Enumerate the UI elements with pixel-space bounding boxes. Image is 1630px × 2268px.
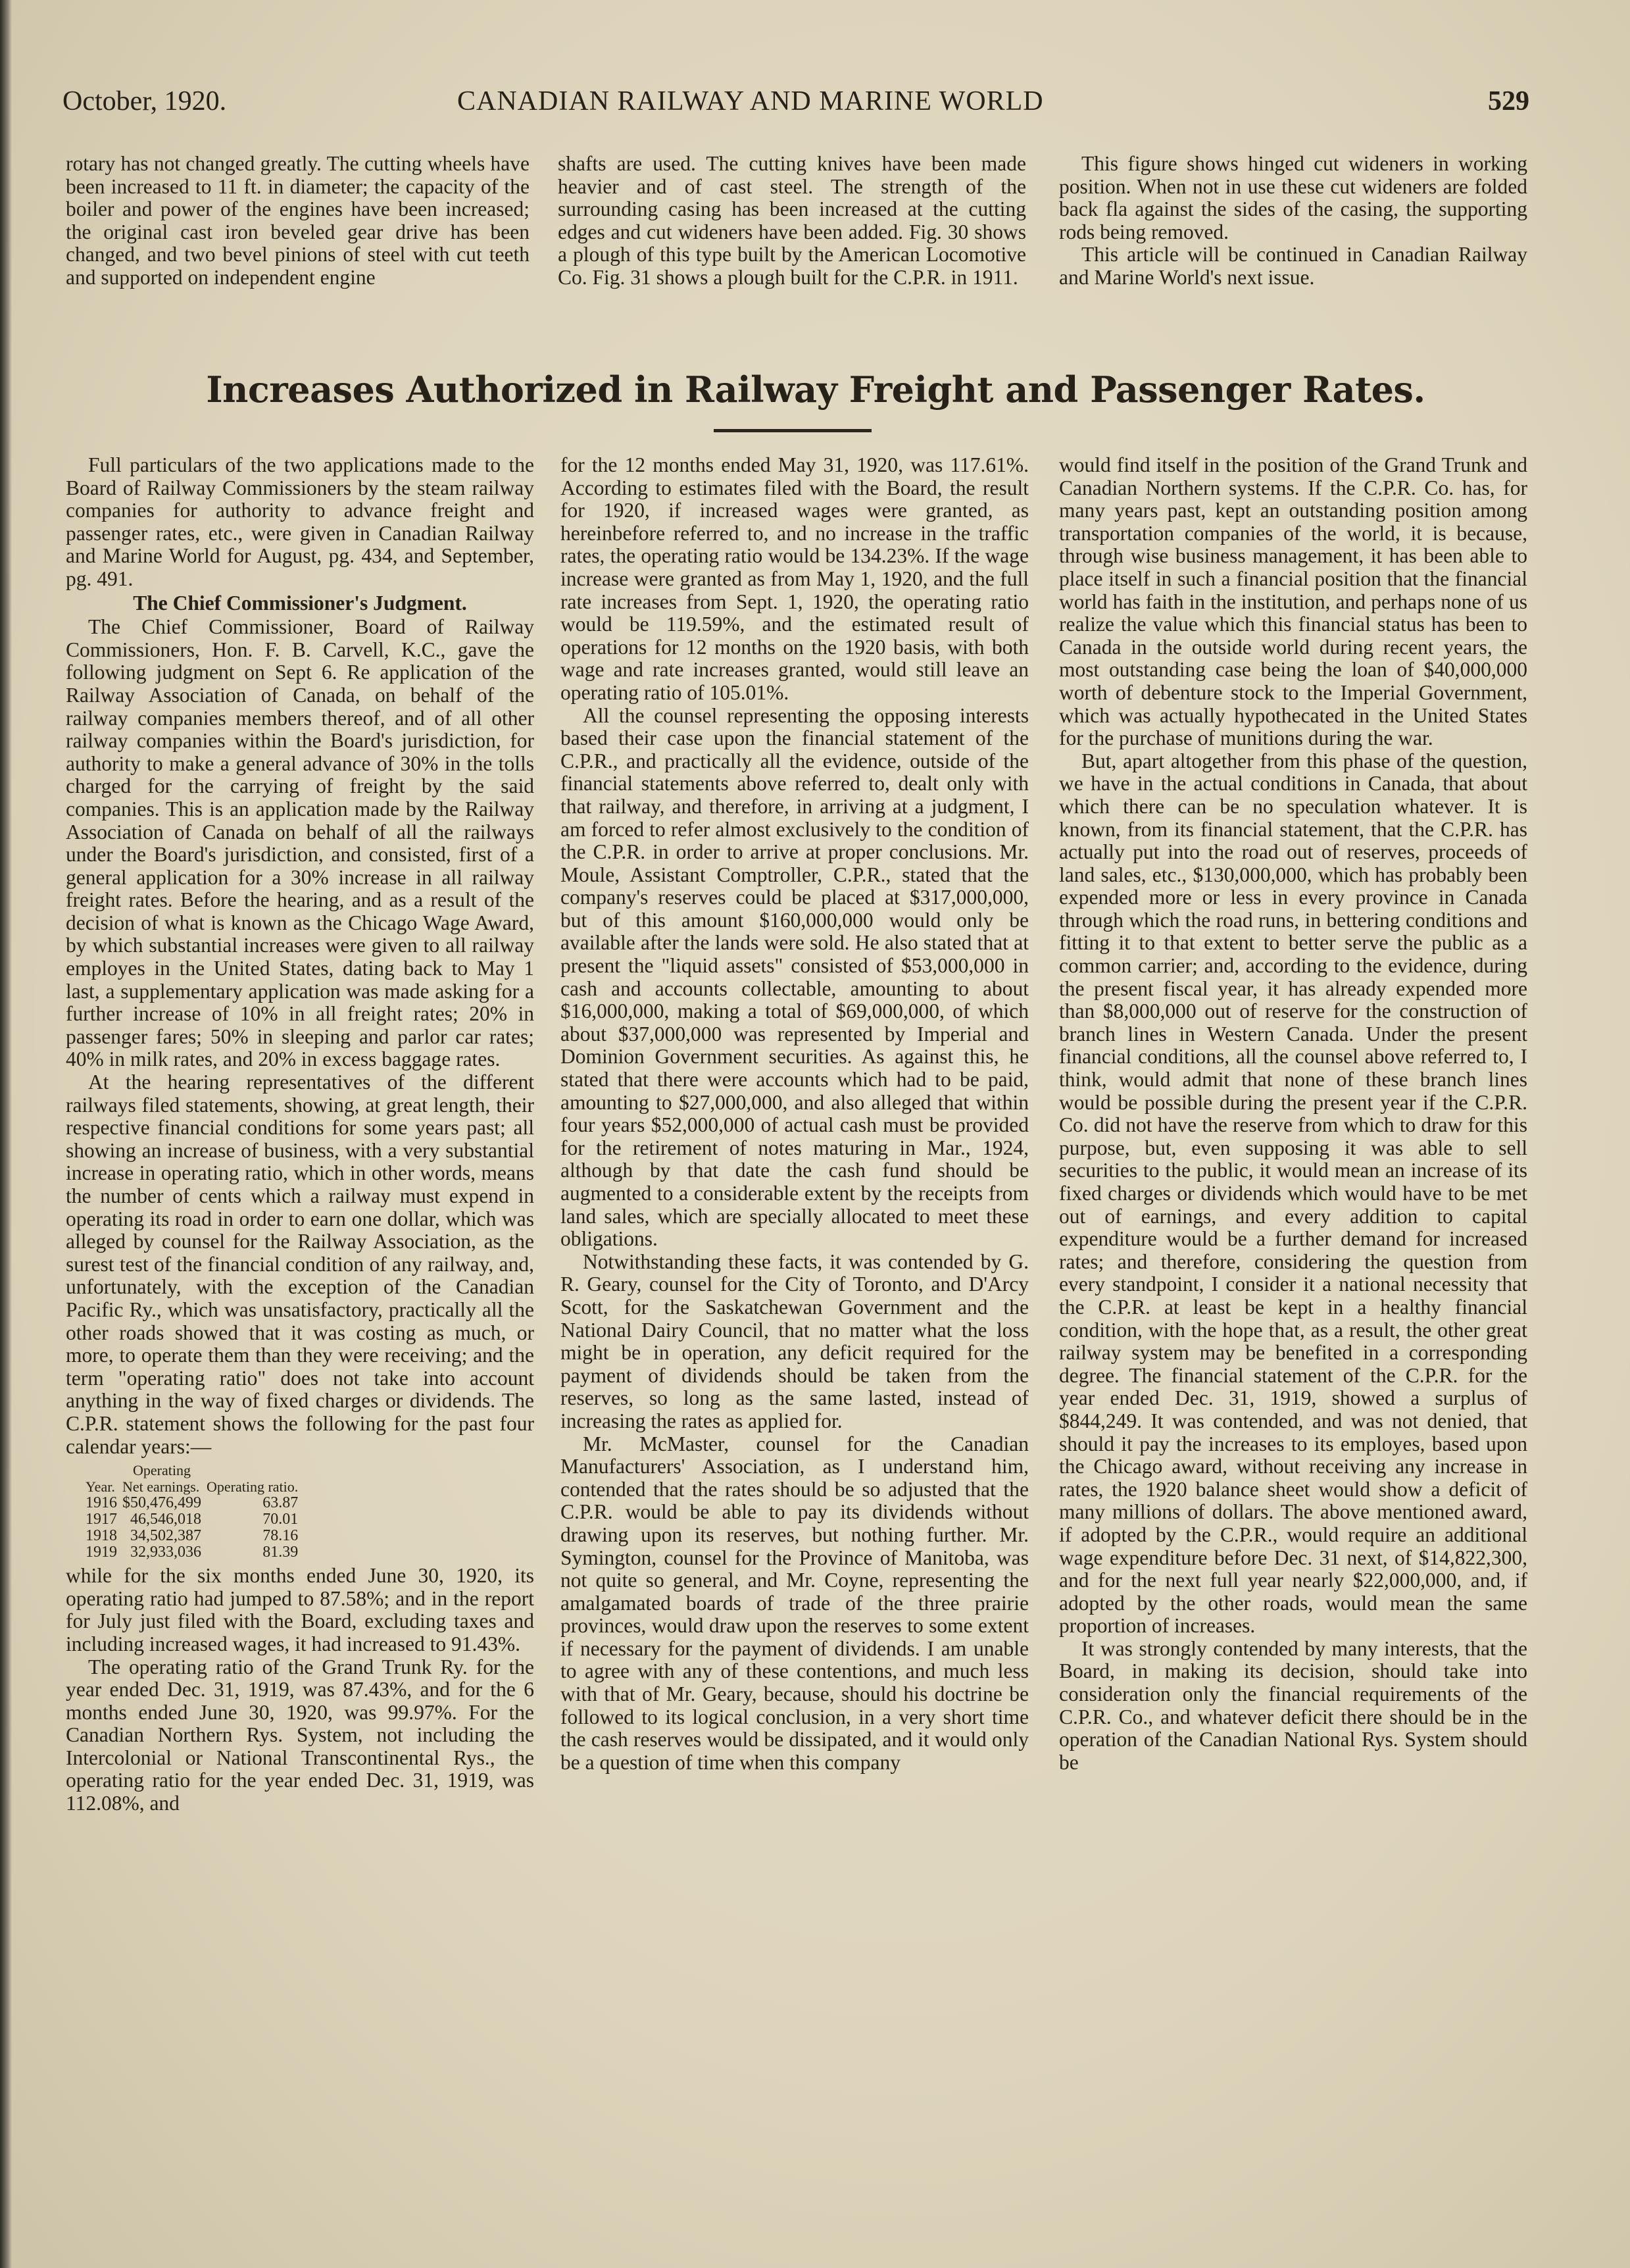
header-date: October, 1920. xyxy=(62,86,227,116)
table-header xyxy=(86,1478,303,1495)
top-column-1 xyxy=(66,153,530,290)
col3-para-1: would find itself in the position of the Grand Trunk and Canadian Northern systems. If the C.P.R. Co. has, for many years past, kept an outstanding position among transportation companies of the world, it is because, through wise business management, it has been able to place itself in such a financial position that the financial world has faith in the institution, and perhaps none of us realize the value which this financial status has been to Canada in the outside world during recent years, the most outstanding case being the loan of $40,000,000 worth of debenture stock to the Imperial Government, which was actually hypothecated in the United States for the purchase of munitions during the war. xyxy=(1059,453,1527,750)
judgment-para-3: while for the six months ended June 30, 1920, its operating ratio had jumped to 87.58%; and in the report for July just filed with the Board, excluding taxes and including increased wages, it had increased to 91.43%. xyxy=(66,1564,534,1655)
cell-year: 1917 xyxy=(86,1511,117,1528)
col2-para-2: All the counsel representing the opposing interests based their case upon the financial statement of the C.P.R., and practically all the evidence, outside of the financial statements above referred to, dealt only with that railway, and therefore, in arriving at a judgment, I am forced to refer almost exclusively to the condition of the C.P.R. in order to arrive at proper conclusions. Mr. Moule, Assistant Comptroller, C.P.R., stated that the company's reserves could be placed at $317,000,000, but of this amount $160,000,000 would only be available after the lands were sold. He also stated that at present the "liquid assets" consisted of $53,000,000 in cash and accounts collectable, amounting to about $16,000,000, making a total of $69,000,000, of which about $37,000,000 was represented by Imperial and Dominion Government securities. As against this, he stated that there were accounts which had to be paid, amounting to $27,000,000, and also alleged that within four years $52,000,000 of actual cash must be provided for the retirement of notes maturing in Mar., 1924, although by that date the cash fund should be augmented to a considerable extent by the receipts from land sales, which are specially allocated to meet these obligations. xyxy=(560,703,1029,1251)
col3-para-2: But, apart altogether from this phase of the question, we have in the actual conditions in Canada, that about which there can be no speculation whatever. It is known, from its financial statement, that the C.P.R. has actually put into the road out of reserves, proceeds of land sales, etc., $130,000,000, which has probably been expended more or less in every province in Canada through which the road runs, in bettering conditions and fitting it to that extent to better serve the public as a common carrier; and, according to the evidence, during the present fiscal year, it has already expended more than $8,000,000 out of reserve for the construction of branch lines in Western Canada. Under the present financial conditions, all the counsel above referred to, I think, would admit that none of these branch lines would be possible during the present year if the C.P.R. Co. did not have the reserve from which to draw for this purpose, but, even supposing it was able to sell securities to the public, it would mean an increase of its fixed charges or dividends which would have to be met out of earnings, and every addition to capital expenditure would be a further demand for increased rates; and therefore, considering the question from every standpoint, I consider it a national necessity that the C.P.R. at least be kept in a healthy financial condition, with the hope that, as a result, the other great railway system may be benefited in a corresponding degree. The financial statement of the C.P.R. for the year ended Dec. 31, 1919, showed a surplus of $844,249. It was contended, and was not denied, that should it pay the increases to its employes, based upon the Chicago award, without receiving any increase in rates, the 1920 balance sheet would show a deficit of many millions of dollars. The above mentioned award, if adopted by the C.P.R., would require an additional wage expenditure before Dec. 31 next, of $14,822,300, and for the next full year nearly $22,000,000, and, if adopted by the other roads, would mean the same proportion of increases. xyxy=(1059,749,1527,1638)
cell-ratio: 81.39 xyxy=(262,1544,299,1561)
col2-para-3: Notwithstanding these facts, it was contended by G. R. Geary, counsel for the City of Toronto, and D'Arcy Scott, for the Saskatchewan Government and the National Dairy Council, that no matter what the loss might be in operation, any deficit required for the payment of dividends should be taken from the reserves, so long as the same lasted, instead of increasing the rates as applied for. xyxy=(560,1249,1029,1432)
judgment-para-4: The operating ratio of the Grand Trunk Ry. for the year ended Dec. 31, 1919, was 87.43%, and for the 6 months ended June 30, 1920, was 99.97%. For the Canadian Northern Rys. System, not including the Intercolonial or National Transcontinental Rys., the operating ratio for the year ended Dec. 31, 1919, was 112.08%, and xyxy=(66,1655,534,1815)
binding-gutter xyxy=(0,0,12,2268)
cell-year: 1919 xyxy=(86,1544,117,1561)
cell-ratio: 63.87 xyxy=(262,1494,299,1512)
headline-rule xyxy=(714,429,872,432)
table-row xyxy=(86,1528,303,1544)
cell-net: 46,546,018 xyxy=(130,1511,201,1528)
header-operating: Operating xyxy=(133,1462,191,1479)
page-number: 529 xyxy=(1488,86,1529,116)
col2-para-1: for the 12 months ended May 31, 1920, was 117.61%. According to estimates filed with the Board, the result for 1920, if increased wages were granted, as hereinbefore referred to, and no increase in the traffic rates, the operating ratio would be 134.23%. If the wage increase were granted as from May 1, 1920, and the full rate increases from Sept. 1, 1920, the operating ratio would be 119.59%, and the estimated result of operations for 12 months on the 1920 basis, with both wage and rate increases granted, would still leave an operating ratio of 105.01%. xyxy=(560,453,1029,704)
header-net-earnings: Net earnings. xyxy=(122,1478,200,1496)
top-column-2 xyxy=(558,153,1026,290)
header-operating-ratio: Operating ratio. xyxy=(207,1478,299,1496)
cell-year: 1918 xyxy=(86,1527,117,1545)
judgment-para-2: At the hearing representatives of the different railways filed statements, showing, at great length, their respective financial conditions for some years past; all showing an increase of business, with a very substantial increase in operating ratio, which in other words, means the number of cents which a railway must expend in operating its road in order to earn one dollar, which was alleged by counsel for the Railway Association, as the surest test of the financial condition of any railway, and, unfortunately, with the exception of the Canadian Pacific Ry., which was unsatisfactory, practically all the other roads showed that it was costing as much, or more, to operate them than they were receiving; and the term "operating ratio" does not take into account anything in the way of fixed charges or dividends. The C.P.R. statement shows the following for the past four calendar years:— xyxy=(66,1071,534,1458)
cell-net: 32,933,036 xyxy=(130,1544,201,1561)
article-column-2 xyxy=(560,454,1029,1774)
article-intro: Full particulars of the two applications made to the Board of Railway Commissioners by the steam railway companies for authority to advance freight and passenger rates, etc., were given in Canadian Railway and Marine World for August, pg. 434, and September, pg. 491. xyxy=(66,453,534,590)
cell-net: $50,476,499 xyxy=(122,1494,201,1512)
cell-ratio: 70.01 xyxy=(262,1511,299,1528)
col3-para-3: It was strongly contended by many interests, that the Board, in making its decision, should take into consideration only the financial requirements of the C.P.R. Co., and whatever deficit there should be in the operation of the Canadian National Rys. System should be xyxy=(1059,1636,1527,1774)
col2-para-4: Mr. McMaster, counsel for the Canadian Manufacturers' Association, as I understand him, contended that the rates should be so adjusted that the C.P.R. would be able to pay its dividends without drawing upon its reserves, but nothing further. Mr. Symington, counsel for the Province of Manitoba, was not quite so general, and Mr. Coyne, representing the amalgamated boards of trade of the three prairie provinces, would draw upon the reserves to some extent if necessary for the payment of dividends. I am unable to agree with any of these contentions, and much less with that of Mr. Geary, because, should his doctrine be followed to its logical conclusion, in a very short time the cash reserves would be dissipated, and it would only be a question of time when this company xyxy=(560,1432,1029,1774)
journal-title: CANADIAN RAILWAY AND MARINE WORLD xyxy=(457,86,1044,116)
table-row xyxy=(86,1511,303,1528)
cell-net: 34,502,387 xyxy=(130,1527,201,1545)
top-col1-text: rotary has not changed greatly. The cutting wheels have been increased to 11 ft. in diameter; the capacity of the boiler and power of the engines have been increased; the original cast iron beveled gear drive has been changed, and two bevel pinions of steel with cut teeth and supported on independent engine xyxy=(66,152,530,289)
operating-ratio-table xyxy=(86,1462,303,1561)
cell-ratio: 78.16 xyxy=(262,1527,299,1545)
judgment-para-1: The Chief Commissioner, Board of Railway Commissioners, Hon. F. B. Carvell, K.C., gave the following judgment on Sept 6. Re application of the Railway Association of Canada, on behalf of the railway companies members thereof, and of all other railway companies within the Board's jurisdiction, for authority to make a general advance of 30% in the tolls charged for the carrying of freight by the said companies. This is an application made by the Railway Association of Canada on behalf of all the railways under the Board's jurisdiction, and consisted, first of a general application for a 30% increase in all railway freight rates. Before the hearing, and as a result of the decision of what is known as the Chicago Wage Award, by which substantial increases were given to all railway employes in the United States, dating back to May 1 last, a supplementary application was made asking for a further increase of 10% in all freight rates; 20% in passenger fares; 50% in sleeping and parlor car rates; 40% in milk rates, and 20% in excess baggage rates. xyxy=(66,615,534,1071)
article-column-1 xyxy=(66,454,534,1815)
cell-year: 1916 xyxy=(86,1494,117,1512)
top-column-3 xyxy=(1059,153,1527,290)
table-row xyxy=(86,1495,303,1511)
table-row xyxy=(86,1544,303,1561)
article-column-3 xyxy=(1059,454,1527,1774)
top-col3-para-1: This figure shows hinged cut wideners in working position. When not in use these cut wideners are folded back fla against the sides of the casing, the supporting rods being removed. xyxy=(1059,152,1527,243)
top-col3-para-2: This article will be continued in Canadian Railway and Marine World's next issue. xyxy=(1059,243,1527,289)
running-header xyxy=(62,86,1529,125)
top-col2-text: shafts are used. The cutting knives have been made heavier and of cast steel. The strength of the surrounding casing has been increased at the cutting edges and cut wideners have been added. Fig. 30 shows a plough of this type built by the American Locomotive Co. Fig. 31 shows a plough built for the C.P.R. in 1911. xyxy=(558,152,1026,289)
header-year: Year. xyxy=(86,1478,115,1496)
article-headline: Increases Authorized in Railway Freight and Passenger Rates. xyxy=(206,368,1425,411)
table-header-top xyxy=(86,1462,303,1478)
section-subhead: The Chief Commissioner's Judgment. xyxy=(133,591,467,615)
